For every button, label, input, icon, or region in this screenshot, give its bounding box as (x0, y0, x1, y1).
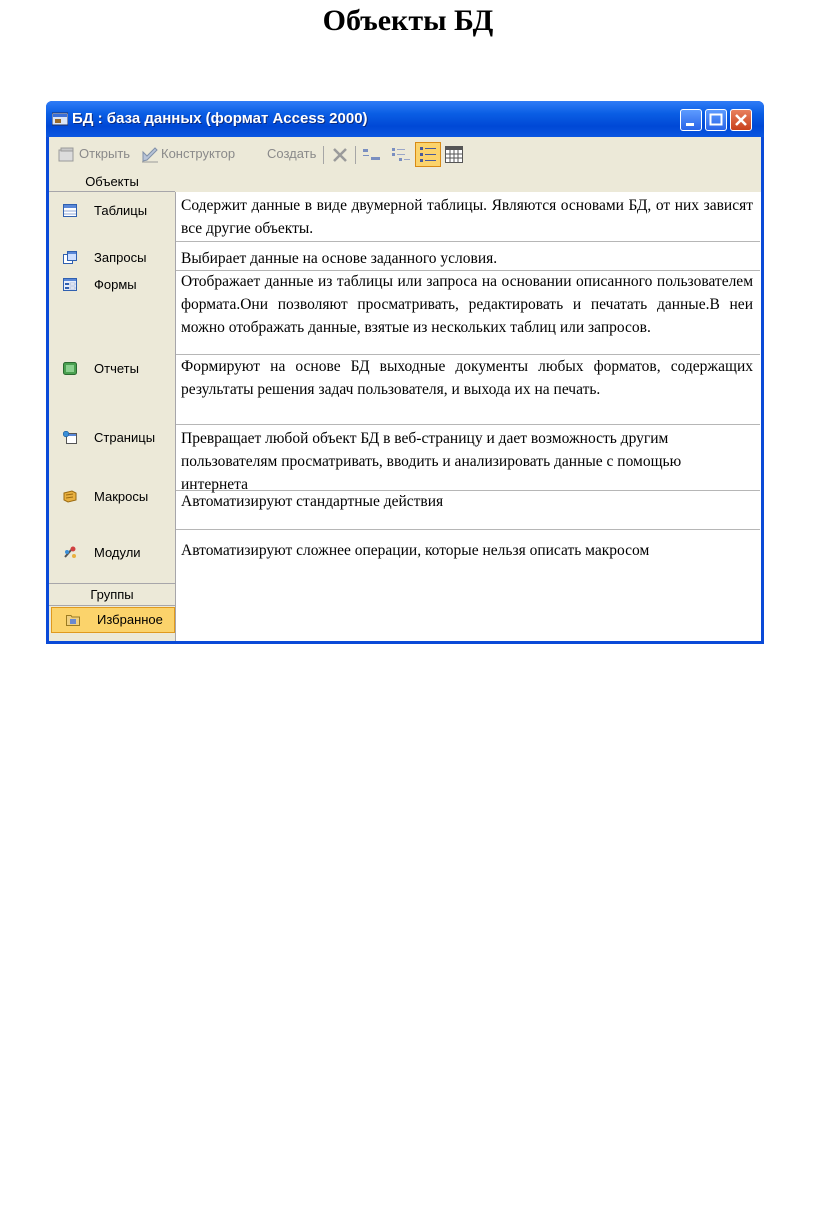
minimize-button[interactable] (680, 109, 702, 131)
sidebar-item-queries[interactable] (49, 246, 175, 270)
objects-header: Объекты (85, 174, 139, 189)
sidebar-item-modules[interactable] (49, 541, 175, 565)
macro-icon (63, 490, 77, 503)
favorites-folder-icon (66, 613, 80, 626)
form-icon (63, 278, 77, 291)
small-icons-view-icon[interactable] (391, 147, 411, 163)
database-window (46, 101, 764, 644)
objects-sidebar (49, 171, 175, 641)
window-client-area (49, 137, 761, 641)
page-title: Объекты БД (322, 4, 494, 37)
window-title: БД : база данных (формат Access 2000) (72, 110, 368, 127)
query-icon (63, 251, 77, 264)
sidebar-item-label: Формы (94, 277, 137, 292)
sidebar-divider (49, 583, 175, 584)
create-button[interactable]: Создать (267, 146, 317, 161)
sidebar-item-favorites[interactable] (51, 607, 175, 633)
list-view-icon[interactable] (415, 142, 441, 167)
sidebar-item-label: Модули (94, 545, 141, 560)
details-view-icon[interactable] (445, 146, 463, 163)
description-macros: Автоматизируют стандартные действия (176, 491, 760, 530)
delete-icon[interactable] (332, 147, 348, 163)
close-icon (731, 110, 751, 130)
large-icons-view-icon[interactable] (362, 148, 382, 162)
description-forms: Отображает данные из таблицы или запроса на основании описанного пользователем формата.Они позволяют просматривать, редактировать и печатать данные.В неи можно отображать данные, взятые из нескольких таблиц или запросов. (176, 271, 760, 355)
sidebar-item-label: Избранное (97, 612, 163, 627)
sidebar-item-macros[interactable] (49, 485, 175, 509)
maximize-icon (706, 110, 726, 130)
sidebar-item-pages[interactable] (49, 426, 175, 450)
sidebar-item-label: Запросы (94, 250, 147, 265)
sidebar-item-forms[interactable] (49, 273, 175, 297)
sidebar-item-reports[interactable] (49, 357, 175, 381)
table-icon (63, 204, 77, 217)
report-icon (63, 362, 77, 375)
database-window-icon (52, 112, 68, 126)
description-modules: Автоматизируют сложнее операции, которые нельзя описать макросом (181, 542, 650, 559)
open-icon (58, 147, 76, 163)
sidebar-item-label: Отчеты (94, 361, 139, 376)
description-queries: Выбирает данные на основе заданного условия. (176, 242, 760, 271)
maximize-button[interactable] (705, 109, 727, 131)
sidebar-divider (49, 605, 175, 606)
description-pages: Превращает любой объект БД в веб-страницу и дает возможность другим пользователям просматривать, вводить и анализировать данные с помощью интернета (176, 425, 760, 491)
title-bar[interactable] (46, 101, 764, 137)
close-button[interactable] (730, 109, 752, 131)
minimize-icon (681, 110, 701, 130)
open-button[interactable]: Открыть (79, 146, 131, 161)
sidebar-item-label: Макросы (94, 489, 149, 504)
description-reports: Формируют на основе БД выходные документы любых форматов, содержащих результаты решения задач пользователя, и выхода их на печать. (176, 355, 760, 425)
design-button[interactable]: Конструктор (161, 146, 236, 161)
toolbar (49, 137, 761, 171)
groups-header: Группы (90, 587, 134, 602)
module-icon (63, 546, 77, 559)
toolbar-separator (323, 146, 324, 164)
page-icon (63, 431, 77, 444)
object-descriptions (175, 192, 761, 641)
sidebar-item-label: Таблицы (94, 203, 148, 218)
sidebar-divider (49, 191, 175, 192)
description-tables: Содержит данные в виде двумерной таблицы. Являются основами БД, от них зависят все другие объекты. (176, 192, 760, 242)
toolbar-separator (355, 146, 356, 164)
design-icon (141, 146, 159, 163)
sidebar-item-tables[interactable] (49, 199, 175, 223)
sidebar-item-label: Страницы (94, 430, 156, 445)
